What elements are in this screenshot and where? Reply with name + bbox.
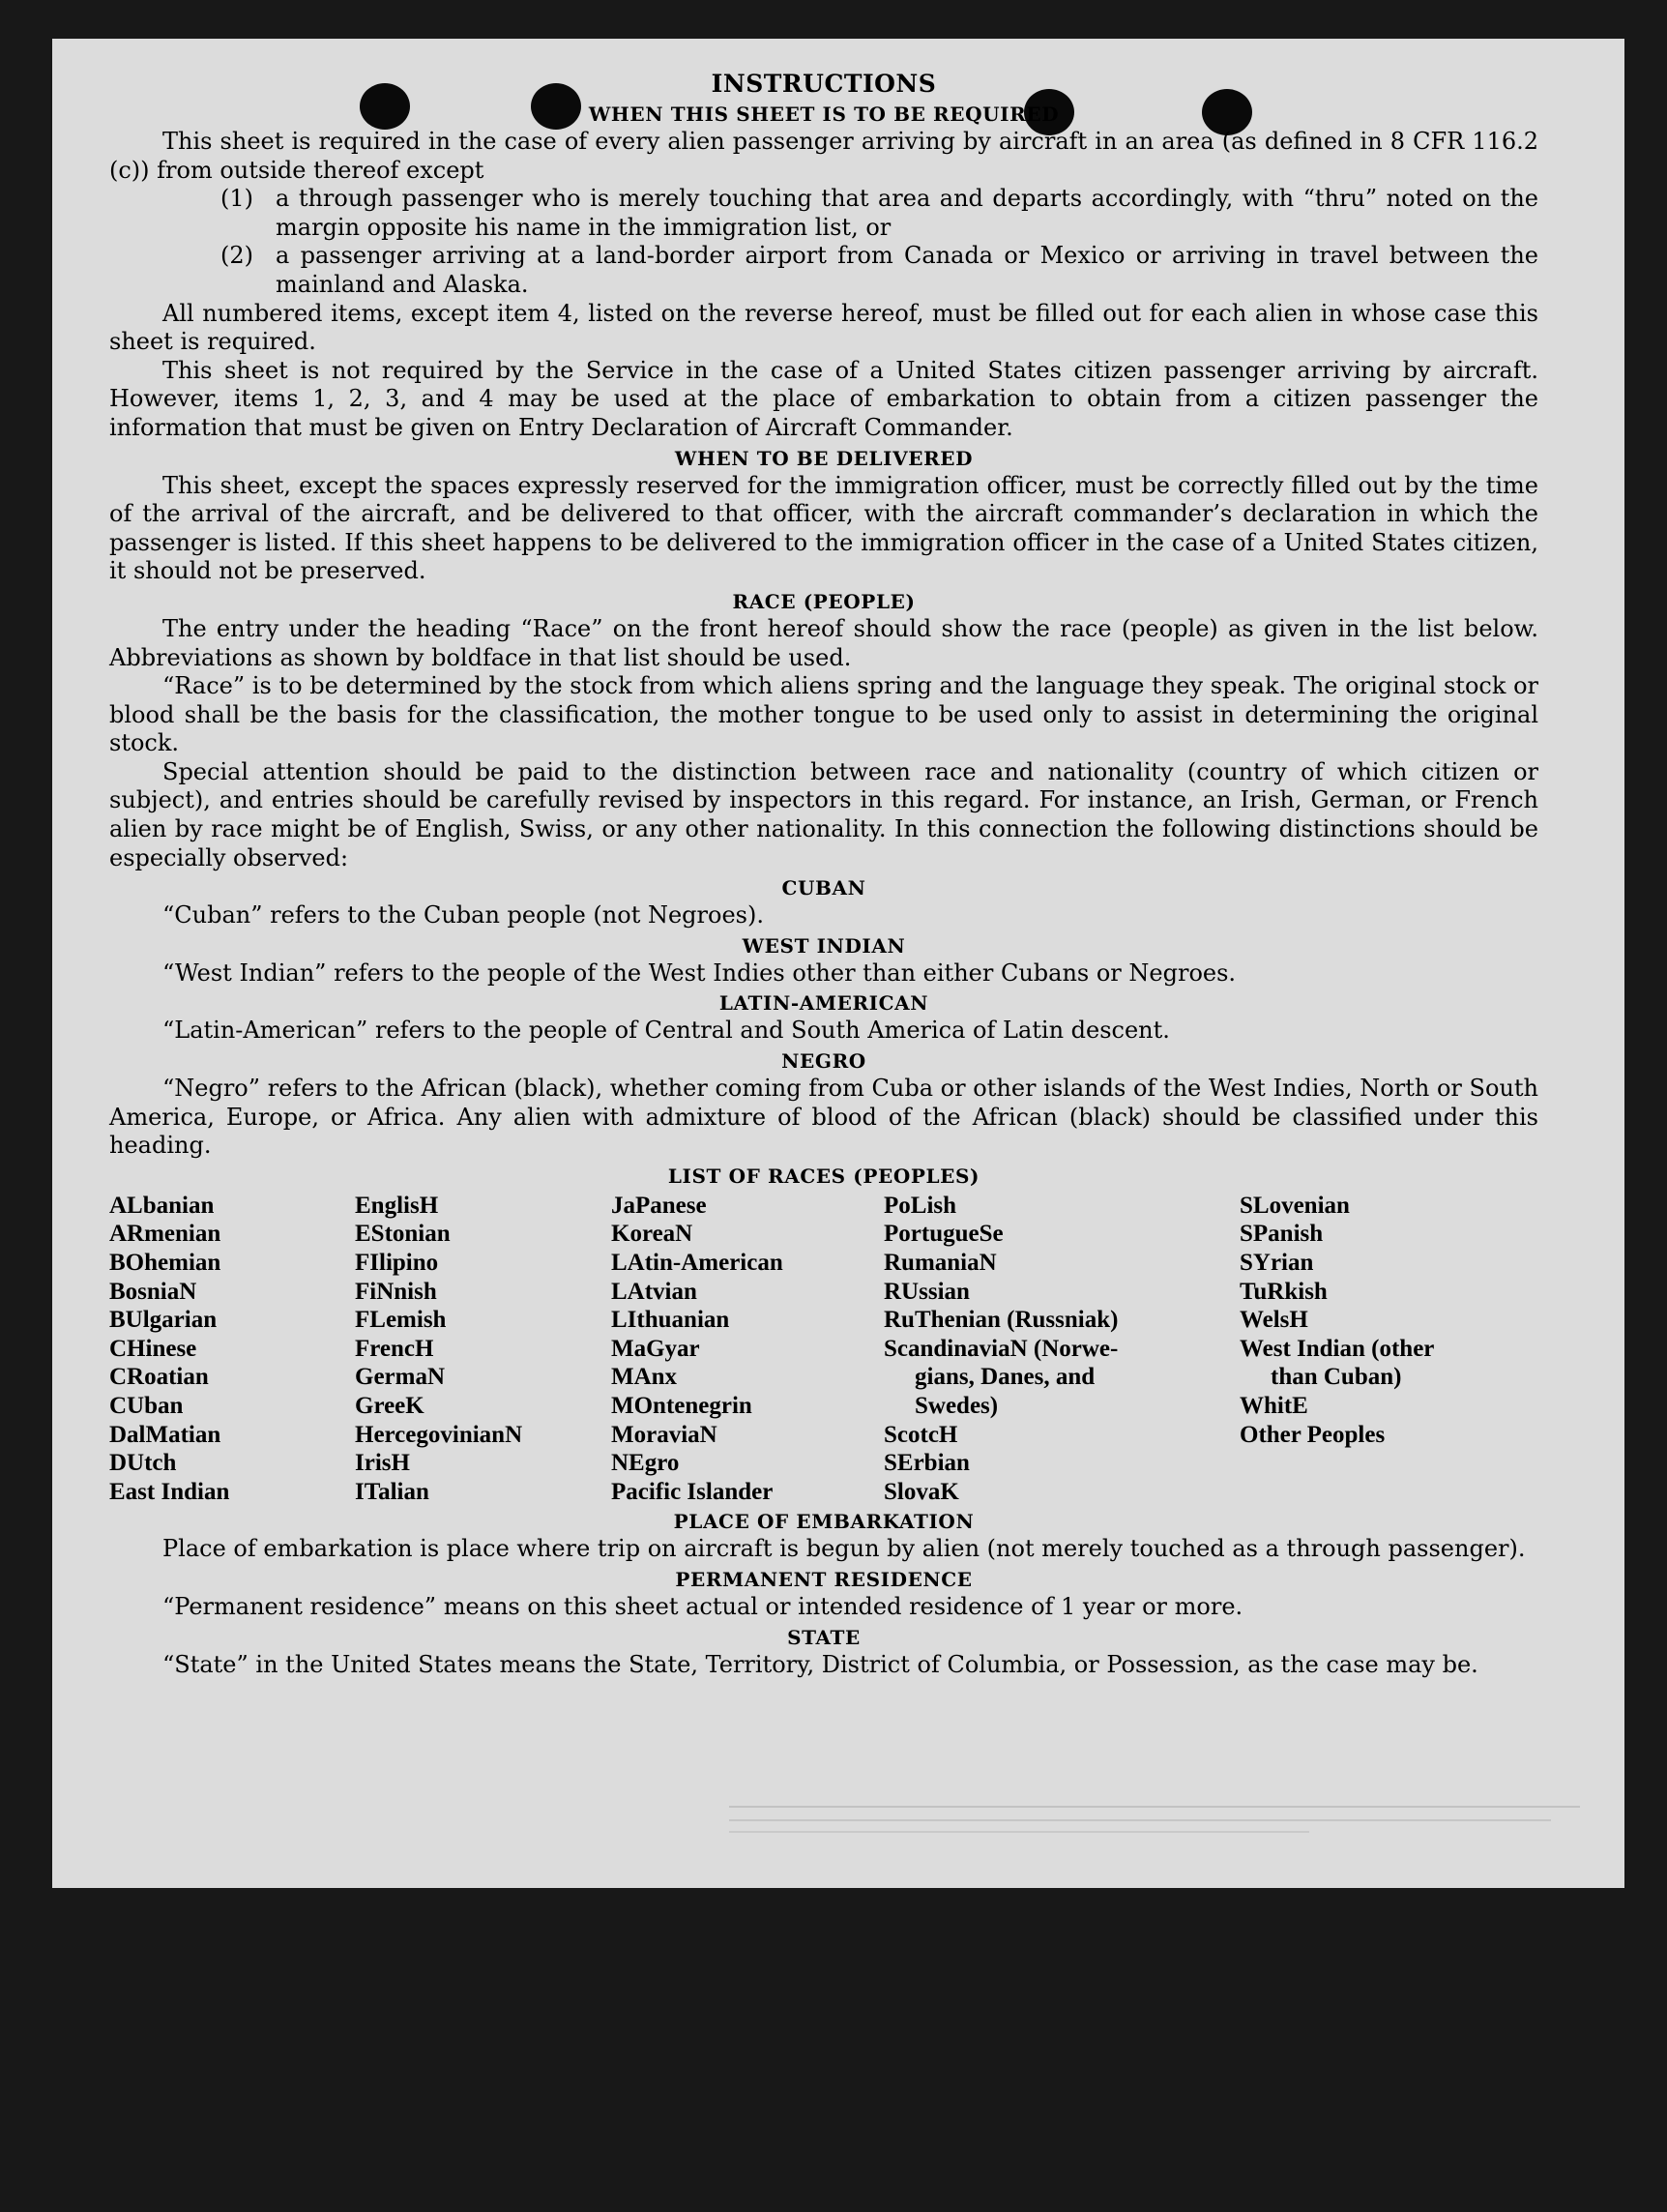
list-item xyxy=(109,242,1538,299)
paragraph: Special attention should be paid to the distinction between race and nationality (country of which citizen or subject), and entries should be carefully revised by inspectors in this regard. For instance, an Irish, German, or French alien by race might be of English, Swiss, or any other nationality. In this connection the following distinctions should be especially observed: xyxy=(109,757,1538,871)
race-item: ARmenian xyxy=(109,1221,221,1248)
paragraph: Place of embarkation is place where trip on aircraft is begun by alien (not merely touched as a through passenger). xyxy=(162,1535,1526,1563)
race-item: WhitE xyxy=(1240,1392,1308,1419)
race-column-5 xyxy=(1240,1192,1483,1507)
list-item xyxy=(109,185,1538,242)
race-item: GermaN xyxy=(355,1364,446,1391)
race-item: ScandinaviaN (Norwe- xyxy=(884,1335,1119,1362)
instructions-text xyxy=(109,70,1538,1679)
paragraph: This sheet is not required by the Service in the case of a United States citizen passenger arriving by aircraft. However, items 1, 2, 3, and 4 may be used at the place of embarkation to obtain from a citizen passenger the information that must be given on Entry Declaration of Aircraft Commander. xyxy=(109,356,1538,441)
race-column-1 xyxy=(109,1192,355,1507)
race-item: FrencH xyxy=(355,1335,434,1362)
paragraph: “Latin-American” refers to the people of Central and South America of Latin descent. xyxy=(162,1017,1170,1045)
section-heading: LIST OF RACES (PEOPLES) xyxy=(667,1164,980,1188)
section-heading: PERMANENT RESIDENCE xyxy=(675,1567,973,1591)
race-item: SErbian xyxy=(884,1450,970,1477)
race-item: FLemish xyxy=(355,1307,447,1334)
section-heading: STATE xyxy=(787,1625,861,1649)
race-item: MAnx xyxy=(611,1364,678,1391)
race-item: GreeK xyxy=(355,1392,424,1419)
paragraph: “Cuban” refers to the Cuban people (not Negroes). xyxy=(162,901,764,929)
race-item: SLovenian xyxy=(1240,1192,1350,1219)
race-item: Pacific Islander xyxy=(611,1478,774,1505)
race-item: RumaniaN xyxy=(884,1250,997,1276)
race-item-continued: Swedes) xyxy=(915,1392,999,1419)
race-item: CUban xyxy=(109,1392,184,1419)
race-item: CHinese xyxy=(109,1335,197,1362)
race-item: SlovaK xyxy=(884,1478,959,1505)
section-heading: RACE (PEOPLE) xyxy=(732,589,916,613)
race-item: JaPanese xyxy=(611,1192,707,1219)
race-item: DUtch xyxy=(109,1450,177,1477)
race-item: ALbanian xyxy=(109,1192,215,1219)
race-item: LAtin-American xyxy=(611,1250,783,1276)
race-item: PoLish xyxy=(884,1192,957,1219)
paragraph: “State” in the United States means the State, Territory, District of Columbia, or Possession, as the case may be. xyxy=(162,1650,1478,1678)
item-number: (1) xyxy=(220,185,253,213)
race-item: BosniaN xyxy=(109,1278,197,1305)
paragraph: “West Indian” refers to the people of the West Indies other than either Cubans or Negroes. xyxy=(162,959,1237,987)
paragraph: All numbered items, except item 4, listed on the reverse hereof, must be filled out for each alien in whose case this sheet is required. xyxy=(109,299,1538,356)
race-item-continued: than Cuban) xyxy=(1271,1364,1402,1391)
section-heading: NEGRO xyxy=(781,1049,866,1074)
section-heading: WHEN THIS SHEET IS TO BE REQUIRED xyxy=(588,103,1060,126)
race-item: BUlgarian xyxy=(109,1307,218,1334)
section-heading: CUBAN xyxy=(781,876,866,900)
race-item: IrisH xyxy=(355,1450,410,1477)
paragraph: “Race” is to be determined by the stock from which aliens spring and the language they speak. The original stock or blood shall be the basis for the classification, the mother tongue to be used only to assist in determining the original stock. xyxy=(109,672,1538,757)
paragraph: “Permanent residence” means on this sheet actual or intended residence of 1 year or more. xyxy=(162,1592,1243,1620)
race-item: EStonian xyxy=(355,1221,451,1248)
race-item: BOhemian xyxy=(109,1250,221,1276)
race-item: Other Peoples xyxy=(1240,1421,1386,1448)
item-text: a through passenger who is merely touching that area and departs accordingly, with “thru” noted on the margin opposite his name in the immigration list, or xyxy=(276,185,1538,241)
section-heading: WHEN TO BE DELIVERED xyxy=(674,446,974,470)
race-item: WelsH xyxy=(1240,1307,1308,1334)
race-item: CRoatian xyxy=(109,1364,209,1391)
race-item: NEgro xyxy=(611,1450,680,1477)
race-item: TuRkish xyxy=(1240,1278,1328,1305)
page-title: INSTRUCTIONS xyxy=(711,70,937,98)
race-item: KoreaN xyxy=(611,1221,693,1248)
race-item: MoraviaN xyxy=(611,1421,717,1448)
race-item: ITalian xyxy=(355,1478,429,1505)
paragraph: This sheet is required in the case of every alien passenger arriving by aircraft in an area (as defined in 8 CFR 116.2 (c)) from outside thereof except xyxy=(109,128,1538,184)
race-item: East Indian xyxy=(109,1478,230,1505)
race-item: SPanish xyxy=(1240,1221,1324,1248)
race-item: MOntenegrin xyxy=(611,1392,752,1419)
race-item: PortugueSe xyxy=(884,1221,1004,1248)
race-column-4 xyxy=(884,1192,1240,1507)
race-item: EnglisH xyxy=(355,1192,439,1219)
race-item: FiNnish xyxy=(355,1278,437,1305)
paragraph: “Negro” refers to the African (black), whether coming from Cuba or other islands of the West Indies, North or South America, Europe, or Africa. Any alien with admixture of blood of the African (black) should be classified under this heading. xyxy=(109,1075,1538,1160)
race-item: West Indian (other xyxy=(1240,1335,1435,1362)
paragraph: This sheet, except the spaces expressly reserved for the immigration officer, must be correctly filled out by the time of the arrival of the aircraft, and be delivered to that officer, with the aircraft commander’s declaration in which the passenger is listed. If this sheet happens to be delivered to the immigration officer in the case of a United States citizen, it should not be preserved. xyxy=(109,471,1538,585)
section-heading: WEST INDIAN xyxy=(742,933,906,958)
race-list xyxy=(109,1192,1538,1507)
item-number: (2) xyxy=(220,242,253,270)
race-item: LIthuanian xyxy=(611,1307,730,1334)
bleed-through-lines xyxy=(729,1799,1599,1838)
paragraph: The entry under the heading “Race” on the front hereof should show the race (people) as given in the list below. Abbreviations as shown by boldface in that list should be used. xyxy=(109,614,1538,671)
race-item: HercegovinianN xyxy=(355,1421,523,1448)
race-item: ScotcH xyxy=(884,1421,958,1448)
race-item: SYrian xyxy=(1240,1250,1314,1276)
section-heading: LATIN-AMERICAN xyxy=(718,991,929,1016)
race-item: FIlipino xyxy=(355,1250,439,1276)
section-heading: PLACE OF EMBARKATION xyxy=(673,1510,975,1534)
race-item: RUssian xyxy=(884,1278,970,1305)
race-item-continued: gians, Danes, and xyxy=(915,1364,1096,1391)
race-column-3 xyxy=(611,1192,884,1507)
item-text: a passenger arriving at a land-border airport from Canada or Mexico or arriving in travel between the mainland and Alaska. xyxy=(276,242,1538,298)
race-item: LAtvian xyxy=(611,1278,697,1305)
race-item: RuThenian (Russniak) xyxy=(884,1307,1119,1334)
race-column-2 xyxy=(355,1192,611,1507)
race-item: DalMatian xyxy=(109,1421,221,1448)
race-item: MaGyar xyxy=(611,1335,700,1362)
